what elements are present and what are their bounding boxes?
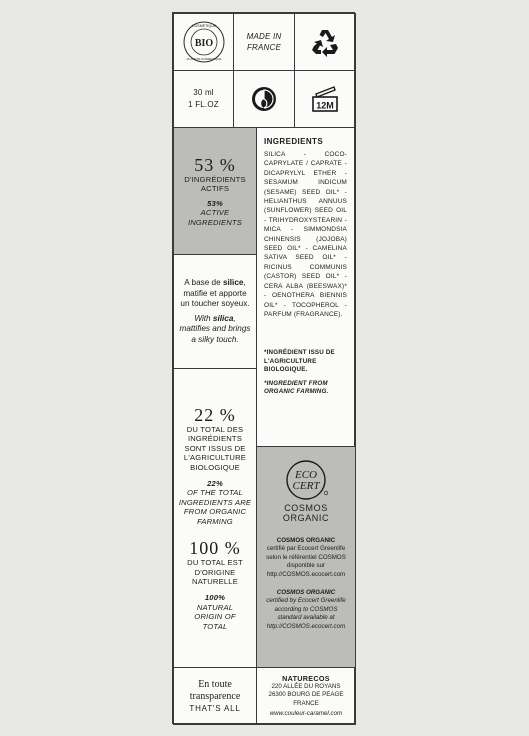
- svg-text:PLANETE COSMETIQUE: PLANETE COSMETIQUE: [186, 57, 221, 61]
- ecocert-en: [257, 589, 355, 631]
- natural-label-en: NATURAL ORIGIN OF TOTAL: [194, 602, 236, 631]
- ecocert-fr: [257, 537, 355, 579]
- tagline-line1: En toute: [198, 678, 232, 690]
- company-cell: [256, 667, 356, 725]
- ecocert-cell: [256, 446, 356, 668]
- cosmos-line1: COSMOS: [284, 503, 328, 513]
- organic-percent-en: 22%: [207, 479, 223, 489]
- volume-cell: [173, 70, 234, 128]
- label-panel: [172, 12, 355, 724]
- recycle-cell: [294, 13, 356, 71]
- cosmos-line2: ORGANIC: [282, 513, 330, 523]
- organic-label-fr: DU TOTAL DES INGRÉDIENTS SONT ISSUS DE L'AGRICULTURE BIOLOGIQUE: [183, 425, 247, 472]
- silica-cell: [173, 254, 257, 369]
- svg-text:CERT: CERT: [292, 480, 320, 492]
- organic-percent: 22 %: [194, 405, 236, 426]
- silica-fr: A base de silice, matifie et apporte un toucher soyeux.: [180, 278, 250, 308]
- bio-logo-text: BIO: [194, 38, 213, 49]
- volume-floz: 1 FL.OZ: [188, 100, 219, 109]
- natural-percent-en: 100%: [204, 593, 226, 603]
- ingredients-cell: [256, 127, 356, 447]
- ecocert-en-text: certified by Ecocert Greenlife according to COSMOS standard available at http://COSMOS.ecocert.com: [266, 597, 346, 630]
- natural-percent: 100 %: [189, 538, 241, 559]
- made-in-line2: FRANCE: [246, 43, 282, 52]
- bio-logo-cell: [173, 13, 234, 71]
- ingredients-title: INGREDIENTS: [264, 137, 324, 146]
- ingredients-note-en: *INGREDIENT FROM ORGANIC FARMING.: [264, 379, 329, 395]
- recycle-icon: [310, 27, 340, 57]
- company-website: www.couleur-caramel.com: [269, 709, 343, 717]
- pao-cell: [294, 70, 356, 128]
- green-dot-cell: [233, 70, 295, 128]
- active-percent: 53 %: [194, 154, 236, 175]
- tagline-line2: transparence: [189, 690, 241, 702]
- green-dot-icon: [251, 86, 277, 112]
- company-address1: 220 ALLÉE DU ROYANS: [271, 682, 341, 690]
- bio-logo: [182, 20, 226, 64]
- ecocert-logo: [257, 457, 355, 523]
- pao-jar-icon: [309, 84, 341, 114]
- ingredients-note-fr: *INGRÉDIENT ISSU DE L'AGRICULTURE BIOLOGIQUE.: [264, 349, 335, 374]
- ecocert-fr-title: COSMOS ORGANIC: [276, 537, 336, 544]
- volume-ml: 30 ml: [193, 88, 214, 97]
- tagline-cell: [173, 667, 257, 725]
- active-percent-en: 53%: [207, 198, 223, 208]
- pao-text: 12M: [316, 100, 334, 111]
- svg-text:ECO: ECO: [295, 469, 317, 481]
- ingredients-list: SILICA - COCO-CAPRYLATE / CAPRATE - DICAPRYLYL ETHER - SESAMUM INDICUM (SESAME) SEED OIL* - HELIANTHUS ANNUUS (SUNFLOWER) SEED OIL - TRIHYDROXYSTEARIN - MICA - SIMMONDSIA CHINENSIS (JOJOBA) SEED OIL* - CAMELINA SATIVA SEED OIL* - RICINUS COMMUNIS (CASTOR) SEED OIL* - CERA ALBA (BEESWAX)* - OENOTHERA BIENNIS OIL* - TOCOPHEROL - PARFUM (FRAGRANCE).: [264, 151, 347, 318]
- company-address2: 26300 BOURG DE PEAGE: [268, 691, 344, 699]
- percent-cell: [173, 368, 257, 668]
- svg-text:COSMETIQUE: COSMETIQUE: [191, 24, 216, 28]
- ecocert-en-title: COSMOS ORGANIC: [276, 589, 336, 597]
- organic-block: [174, 405, 256, 526]
- company-country: FRANCE: [293, 699, 319, 707]
- silica-en: With silica, mattifies and brings a silky touch.: [179, 313, 251, 344]
- natural-block: [174, 538, 256, 631]
- active-label-fr: D'INGRÉDIENTS ACTIFS: [184, 174, 246, 194]
- ecocert-fr-text: certifié par Ecocert Greenlife selon le référentiel COSMOS disponible sur http://COSMOS.ecocert.com: [266, 545, 346, 578]
- tagline-line3: THAT'S ALL: [189, 703, 241, 713]
- company-name: NATURECOS: [282, 673, 330, 683]
- made-in-cell: [233, 13, 295, 71]
- active-cell: [173, 127, 257, 255]
- organic-label-en: OF THE TOTAL INGREDIENTS ARE FROM ORGANIC FARMING: [178, 488, 252, 526]
- made-in-line1: MADE IN: [246, 32, 282, 41]
- ecocert-icon: [283, 457, 329, 503]
- active-label-en: ACTIVE INGREDIENTS: [187, 208, 243, 227]
- natural-label-fr: DU TOTAL EST D'ORIGINE NATURELLE: [187, 558, 243, 586]
